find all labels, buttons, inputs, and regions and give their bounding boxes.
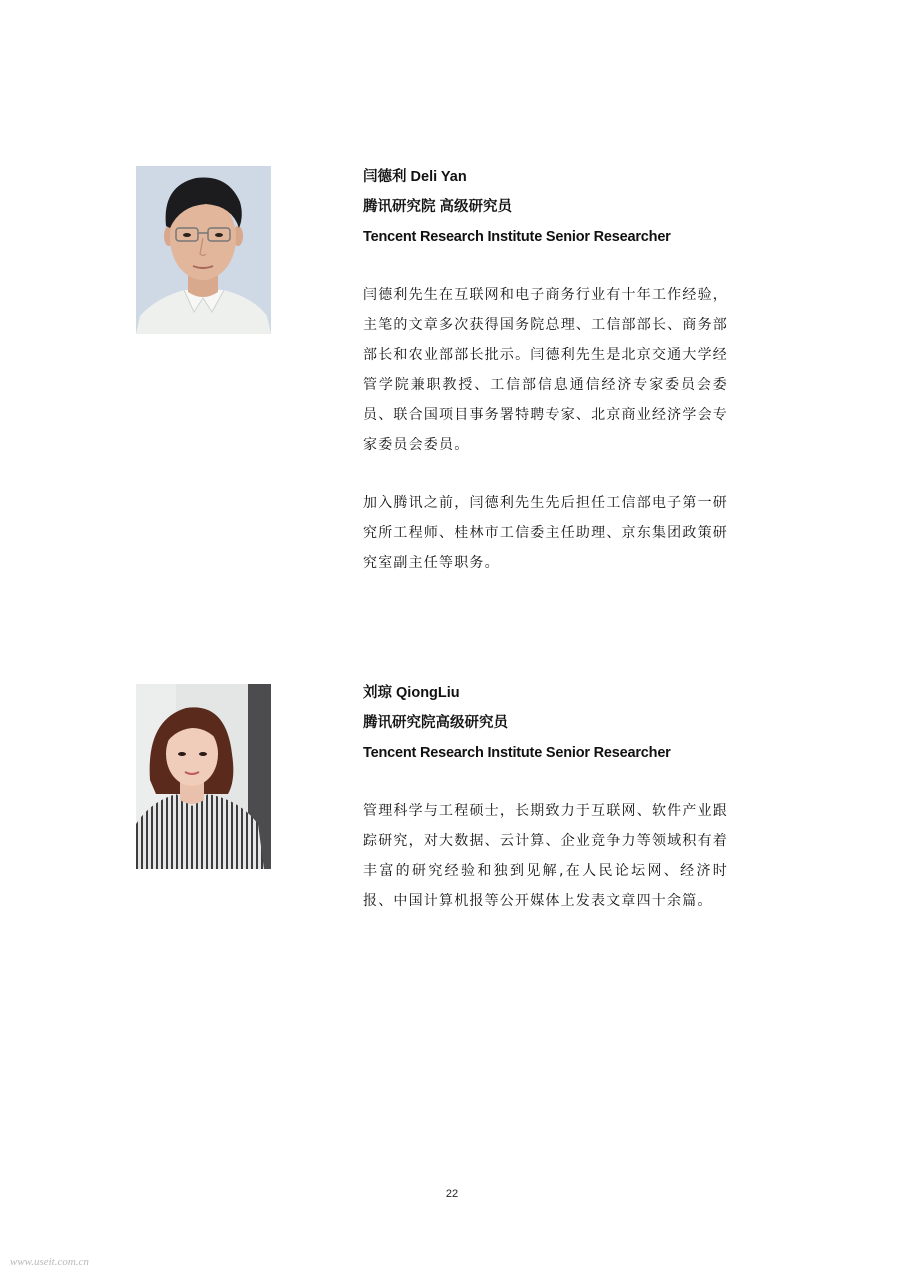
person-name: 闫德利 Deli Yan: [363, 169, 467, 185]
job-title-english: Tencent Research Institute Senior Researcher: [363, 745, 671, 761]
portrait-photo-female: [136, 684, 271, 869]
bio-paragraph: 加入腾讯之前，闫德利先生先后担任工信部电子第一研究所工程师、桂林市工信委主任助理、京东集团政策研究室副主任等职务。: [363, 495, 728, 571]
profile-info: [363, 678, 743, 916]
watermark-text: www.useit.com.cn: [10, 1256, 89, 1268]
page-number: 22: [445, 1188, 459, 1200]
bio-paragraph: 管理科学与工程硕士，长期致力于互联网、软件产业跟踪研究，对大数据、云计算、企业竞争力等领域积有着丰富的研究经验和独到见解,在人民论坛网、经济时报、中国计算机报等公开媒体上发表文章四十余篇。: [363, 803, 728, 909]
job-title-english: Tencent Research Institute Senior Researcher: [363, 229, 671, 245]
job-title-chinese: 腾讯研究院高级研究员: [363, 715, 508, 731]
portrait-photo-male: [136, 166, 271, 334]
profile-info: [363, 162, 743, 578]
person-name: 刘琼 QiongLiu: [363, 685, 460, 701]
bio-paragraph: 闫德利先生在互联网和电子商务行业有十年工作经验，主笔的文章多次获得国务院总理、工信部部长、商务部部长和农业部部长批示。闫德利先生是北京交通大学经管学院兼职教授、工信部信息通信经济专家委员会委员、联合国项目事务署特聘专家、北京商业经济学会专家委员会委员。: [363, 287, 728, 453]
job-title-chinese: 腾讯研究院 高级研究员: [363, 199, 513, 215]
